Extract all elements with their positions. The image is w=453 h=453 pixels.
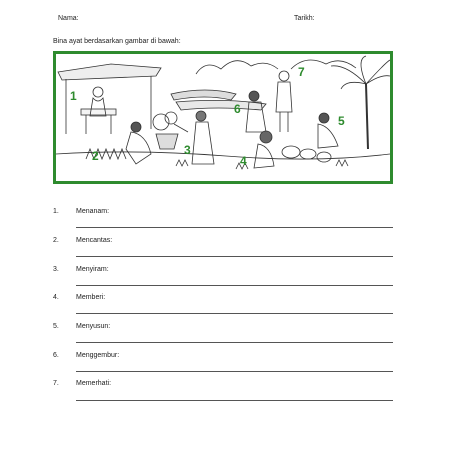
name-label: Nama: bbox=[58, 15, 79, 22]
answer-line-2[interactable] bbox=[76, 256, 393, 257]
question-word: Memberi: bbox=[76, 294, 106, 301]
question-number: 6. bbox=[53, 352, 59, 359]
garden-illustration bbox=[53, 51, 393, 184]
figure-label-7: 7 bbox=[298, 65, 305, 79]
question-number: 7. bbox=[53, 380, 59, 387]
figure-label-4: 4 bbox=[240, 154, 247, 168]
figure-label-6: 6 bbox=[234, 102, 241, 116]
figure-label-3: 3 bbox=[184, 143, 191, 157]
answer-line-1[interactable] bbox=[76, 227, 393, 228]
question-number: 4. bbox=[53, 294, 59, 301]
figure-label-5: 5 bbox=[338, 114, 345, 128]
answer-line-3[interactable] bbox=[76, 285, 393, 286]
question-number: 2. bbox=[53, 237, 59, 244]
question-word: Menanam: bbox=[76, 208, 110, 215]
answer-line-5[interactable] bbox=[76, 342, 393, 343]
date-label: Tarikh: bbox=[294, 15, 315, 22]
garden-scene-drawing bbox=[56, 54, 390, 181]
question-word: Menyiram: bbox=[76, 266, 109, 273]
figure-label-2: 2 bbox=[92, 149, 99, 163]
answer-line-7[interactable] bbox=[76, 400, 393, 401]
question-word: Memerhati: bbox=[76, 380, 112, 387]
question-word: Menggembur: bbox=[76, 352, 120, 359]
answer-line-6[interactable] bbox=[76, 371, 393, 372]
question-number: 1. bbox=[53, 208, 59, 215]
figure-label-1: 1 bbox=[70, 89, 77, 103]
answer-line-4[interactable] bbox=[76, 313, 393, 314]
question-word: Menyusun: bbox=[76, 323, 111, 330]
instruction-text: Bina ayat berdasarkan gambar di bawah: bbox=[53, 38, 181, 45]
question-word: Mencantas: bbox=[76, 237, 113, 244]
question-number: 3. bbox=[53, 266, 59, 273]
question-number: 5. bbox=[53, 323, 59, 330]
